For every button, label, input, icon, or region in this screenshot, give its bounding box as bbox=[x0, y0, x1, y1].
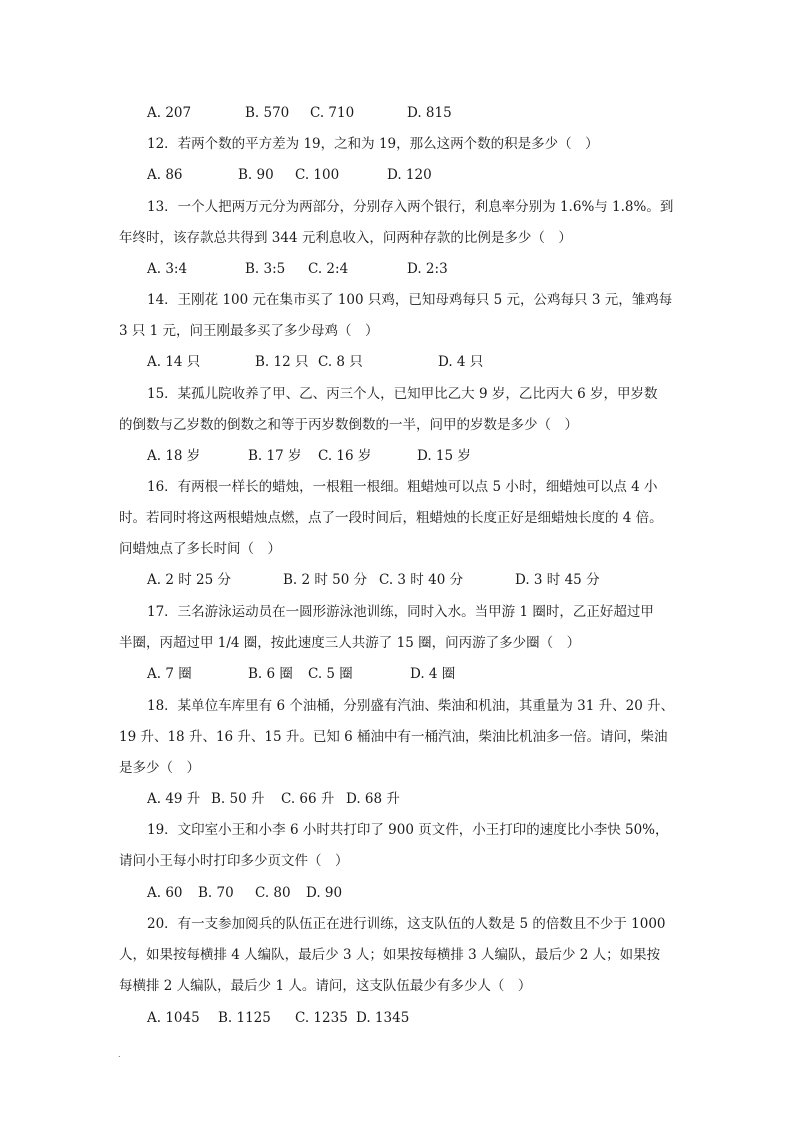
q14-option-c: C. 8 只 bbox=[318, 354, 363, 370]
q13-text-line-2: 年终时，该存款总共得到 344 元利息收入，问两种存款的比例是多少（ ） bbox=[119, 230, 572, 246]
footer-dot: . bbox=[118, 1050, 121, 1059]
q18-option-c: C. 66 升 bbox=[281, 791, 335, 807]
q19-option-d: D. 90 bbox=[306, 885, 343, 901]
q19-option-a: A. 60 bbox=[147, 885, 183, 901]
q12-option-c: C. 100 bbox=[295, 167, 340, 183]
q14-option-d: D. 4 只 bbox=[438, 354, 484, 370]
q15-option-b: B. 17 岁 bbox=[248, 448, 302, 464]
q20-text-line-3: 每横排 2 人编队，最后少 1 人。请问，这支队伍最少有多少人（ ） bbox=[119, 978, 532, 994]
q17-option-d: D. 4 圈 bbox=[410, 666, 456, 682]
q12-option-a: A. 86 bbox=[147, 167, 183, 183]
q20-option-b: B. 1125 bbox=[218, 1010, 271, 1026]
q19-text-line-1: 19．文印室小王和小李 6 小时共打印了 900 页文件，小王打印的速度比小李快 50%， bbox=[147, 822, 669, 838]
q19-text-line-2: 请问小王每小时打印多少页文件（ ） bbox=[119, 853, 349, 869]
q17-text-line-2: 半圈，丙超过甲 1/4 圈，按此速度三人共游了 15 圈，问丙游了多少圈（ ） bbox=[119, 635, 581, 651]
q14-text-line-1: 14．王刚花 100 元在集市买了 100 只鸡，已知母鸡每只 5 元，公鸡每只 3 元，雏鸡每 bbox=[147, 292, 673, 308]
q13-option-c: C. 2:4 bbox=[308, 261, 349, 277]
q12-text-line-1: 12．若两个数的平方差为 19，之和为 19，那么这两个数的积是多少（ ） bbox=[147, 136, 599, 152]
q11-option-a: A. 207 bbox=[147, 105, 192, 121]
q13-option-a: A. 3:4 bbox=[147, 261, 188, 277]
q16-text-line-3: 问蜡烛点了多长时间（ ） bbox=[119, 541, 281, 557]
q18-option-b: B. 50 升 bbox=[211, 791, 265, 807]
q15-text-line-2: 的倒数与乙岁数的倒数之和等于丙岁数倒数的一半，问甲的岁数是多少（ ） bbox=[119, 417, 578, 433]
q13-option-d: D. 2:3 bbox=[407, 261, 448, 277]
q14-option-b: B. 12 只 bbox=[255, 354, 309, 370]
q16-option-a: A. 2 时 25 分 bbox=[147, 572, 231, 588]
q13-text-line-1: 13．一个人把两万元分为两部分，分别存入两个银行，利息率分别为 1.6%与 1.8%。到 bbox=[147, 199, 674, 215]
q15-option-c: C. 16 岁 bbox=[318, 448, 372, 464]
q18-text-line-2: 19 升、18 升、16 升、15 升。已知 6 桶油中有一桶汽油，柴油比机油多一倍。请问，柴油 bbox=[119, 729, 668, 745]
q11-option-d: D. 815 bbox=[407, 105, 452, 121]
q17-option-b: B. 6 圈 bbox=[248, 666, 293, 682]
q19-option-b: B. 70 bbox=[198, 885, 234, 901]
q15-option-a: A. 18 岁 bbox=[147, 448, 201, 464]
q18-option-d: D. 68 升 bbox=[346, 791, 400, 807]
q19-option-c: C. 80 bbox=[255, 885, 291, 901]
q18-option-a: A. 49 升 bbox=[147, 791, 201, 807]
q15-text-line-1: 15．某孤儿院收养了甲、乙、丙三个人，已知甲比乙大 9 岁，乙比丙大 6 岁，甲岁数 bbox=[147, 386, 658, 402]
q16-option-d: D. 3 时 45 分 bbox=[515, 572, 600, 588]
q20-option-d: D. 1345 bbox=[356, 1010, 410, 1026]
q20-option-c: C. 1235 bbox=[295, 1010, 348, 1026]
q14-text-line-2: 3 只 1 元，问王刚最多买了多少母鸡（ ） bbox=[119, 323, 379, 339]
q16-text-line-2: 时。若同时将这两根蜡烛点燃，点了一段时间后，粗蜡烛的长度正好是细蜡烛长度的 4 倍。 bbox=[119, 510, 663, 526]
q20-option-a: A. 1045 bbox=[147, 1010, 200, 1026]
q17-option-a: A. 7 圈 bbox=[147, 666, 192, 682]
q16-text-line-1: 16．有两根一样长的蜡烛，一根粗一根细。粗蜡烛可以点 5 小时，细蜡烛可以点 4 小 bbox=[147, 479, 658, 495]
q15-option-d: D. 15 岁 bbox=[417, 448, 471, 464]
q11-option-b: B. 570 bbox=[245, 105, 290, 121]
q12-option-b: B. 90 bbox=[238, 167, 274, 183]
q16-option-b: B. 2 时 50 分 bbox=[283, 572, 368, 588]
q14-option-a: A. 14 只 bbox=[147, 354, 201, 370]
q12-option-d: D. 120 bbox=[387, 167, 432, 183]
q20-text-line-1: 20．有一支参加阅兵的队伍正在进行训练，这支队伍的人数是 5 的倍数且不少于 1000 bbox=[147, 916, 666, 932]
q18-text-line-3: 是多少（ ） bbox=[119, 760, 200, 776]
q13-option-b: B. 3:5 bbox=[245, 261, 286, 277]
q20-text-line-2: 人，如果按每横排 4 人编队，最后少 3 人；如果按每横排 3 人编队，最后少 2 人；如果按 bbox=[119, 947, 661, 963]
q17-option-c: C. 5 圈 bbox=[308, 666, 353, 682]
q18-text-line-1: 18．某单位车库里有 6 个油桶，分别盛有汽油、柴油和机油，其重量为 31 升、20 升、 bbox=[147, 698, 675, 714]
q16-option-c: C. 3 时 40 分 bbox=[379, 572, 464, 588]
q11-option-c: C. 710 bbox=[310, 105, 355, 121]
q17-text-line-1: 17．三名游泳运动员在一圆形游泳池训练，同时入水。当甲游 1 圈时，乙正好超过甲 bbox=[147, 604, 654, 620]
